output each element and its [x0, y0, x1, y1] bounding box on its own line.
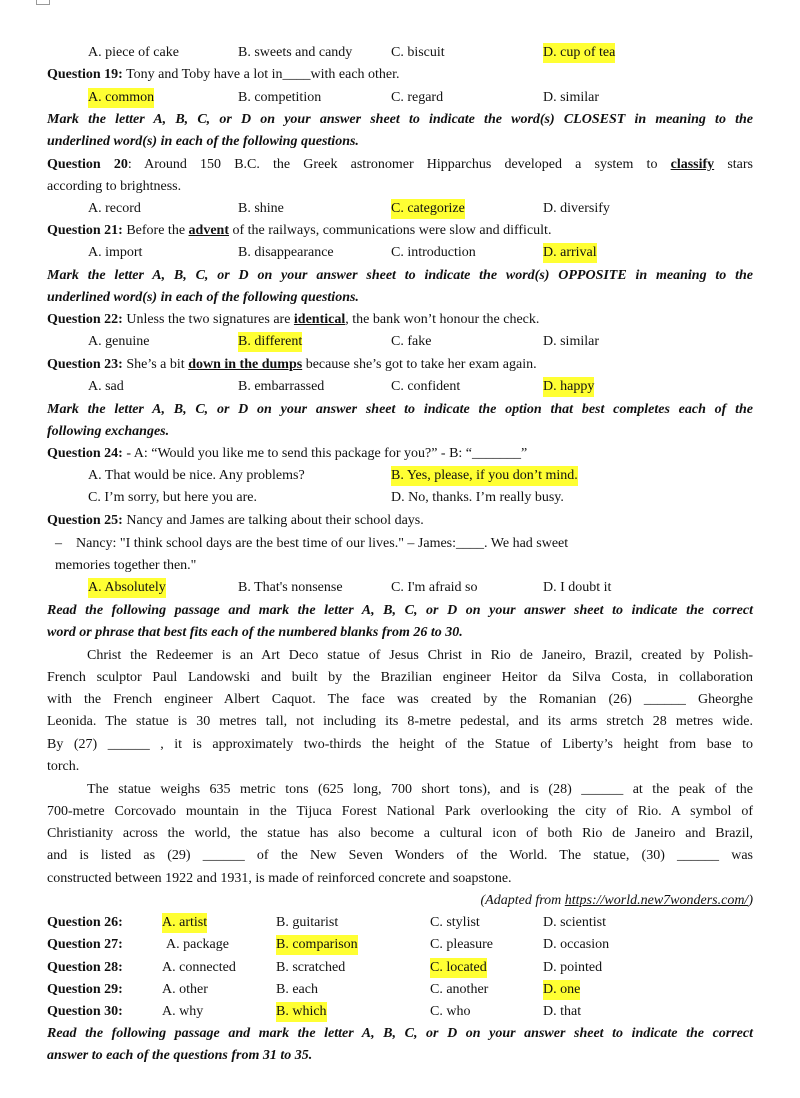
- q18-option-d-highlighted: D. cup of tea: [543, 43, 615, 63]
- question-23: [47, 355, 537, 375]
- question-21: [47, 221, 551, 241]
- passage-p1-line6: torch.: [47, 759, 80, 774]
- q25-option-c: C. I'm afraid so: [391, 580, 478, 595]
- q19-option-a-highlighted: A. common: [88, 88, 154, 108]
- passage-source: [481, 891, 753, 911]
- q30-option-d: D. that: [543, 1004, 582, 1019]
- q24-option-c: C. I’m sorry, but here you are.: [88, 490, 257, 505]
- q20-option-a: A. record: [88, 201, 141, 216]
- question-label: Question 25:: [47, 513, 123, 528]
- q18-option-a: A. piece of cake: [88, 45, 179, 60]
- q26-option-d: D. scientist: [543, 915, 606, 930]
- q27-option-b-highlighted: B. comparison: [276, 935, 358, 955]
- q25-option-b: B. That's nonsense: [238, 580, 343, 595]
- instruction-exchange-line2: following exchanges.: [47, 424, 170, 439]
- question-text: Tony and Toby have a lot in____with each other.: [122, 67, 400, 82]
- q18-option-b: B. sweets and candy: [238, 45, 353, 60]
- q21-option-d-highlighted: D. arrival: [543, 243, 597, 263]
- q20-option-c-highlighted: C. categorize: [391, 199, 465, 219]
- question-label: Question 23:: [47, 357, 123, 372]
- underlined-word: classify: [670, 157, 715, 172]
- passage-p1-line5: By (27) ______ , it is approximately two-thirds the height of the Statue of Liberty’s height from base to: [47, 737, 753, 752]
- passage-p2-line2: 700-metre Corcovado mountain in the Tijuca Forest National Park overlooking the city of Rio. A symbol of: [47, 804, 753, 819]
- q22-option-b-highlighted: B. different: [238, 332, 302, 352]
- underlined-word: down in the dumps: [188, 357, 303, 372]
- question-19: [47, 65, 400, 85]
- underlined-word: identical: [293, 312, 346, 327]
- q23-option-a: A. sad: [88, 379, 124, 394]
- question-label: Question 22:: [47, 312, 123, 327]
- q27-option-c: C. pleasure: [430, 937, 493, 952]
- question-label: Question 24:: [47, 446, 123, 461]
- question-text: Unless the two signatures are: [122, 312, 294, 327]
- question-text-end: because she’s got to take her exam again.: [302, 357, 537, 372]
- q22-option-d: D. similar: [543, 334, 599, 349]
- q21-option-c: C. introduction: [391, 245, 476, 260]
- q25-option-d: D. I doubt it: [543, 580, 612, 595]
- passage-p1-line4: Leonida. The statue is 30 metres tall, not including its 8-metre pedestal, and its arms stretch 28 metres wide.: [47, 714, 753, 729]
- question-label: Question 21:: [47, 223, 123, 238]
- q26-option-b: B. guitarist: [276, 915, 339, 930]
- q26-option-c: C. stylist: [430, 915, 480, 930]
- question-text: - A: “Would you like me to send this package for you?” - B: “_______”: [122, 446, 528, 461]
- question-22: [47, 310, 539, 330]
- instruction-final-line1: Read the following passage and mark the letter A, B, C, or D on your answer sheet to indicate the correct: [47, 1026, 753, 1041]
- q21-option-b: B. disappearance: [238, 245, 334, 260]
- q24-option-b-highlighted: B. Yes, please, if you don’t mind.: [391, 466, 578, 486]
- q26-label: Question 26:: [47, 915, 123, 930]
- q29-option-b: B. each: [276, 982, 318, 997]
- question-label: Question 20: [47, 157, 128, 172]
- q26-option-a-highlighted: A. artist: [162, 913, 207, 933]
- q19-option-b: B. competition: [238, 90, 322, 105]
- question-text: Nancy and James are talking about their school days.: [122, 513, 424, 528]
- instruction-final-line2: answer to each of the questions from 31 to 35.: [47, 1048, 313, 1063]
- q29-option-d-highlighted: D. one: [543, 980, 580, 1000]
- q19-option-d: D. similar: [543, 90, 599, 105]
- q27-option-d: D. occasion: [543, 937, 610, 952]
- q19-option-c: C. regard: [391, 90, 444, 105]
- question-25: [47, 511, 424, 531]
- question-20: [47, 155, 753, 175]
- q28-option-b: B. scratched: [276, 960, 346, 975]
- q30-option-a: A. why: [162, 1004, 204, 1019]
- passage-p2-line3: Christianity across the world, the statue has also become a cultural icon of both Rio de Janeiro and Brazil,: [47, 826, 753, 841]
- question-text: : Around 150 B.C. the Greek astronomer Hipparchus developed a system to: [127, 157, 671, 172]
- question-25-dialog-line1: – Nancy: "I think school days are the best time of our lives." – James:____. We had sweet: [55, 536, 569, 551]
- instruction-opposite-line2: underlined word(s) in each of the following questions.: [47, 290, 359, 305]
- passage-p1-line3: with the French engineer Albert Caquot. The face was created by the Romanian (26) ______ Gheorghe: [47, 692, 753, 707]
- instruction-passage-line1: Read the following passage and mark the letter A, B, C, or D on your answer sheet to indicate the correct: [47, 603, 753, 618]
- question-text: Before the: [122, 223, 189, 238]
- q20-option-b: B. shine: [238, 201, 284, 216]
- q21-option-a: A. import: [88, 245, 143, 260]
- q20-option-d: D. diversify: [543, 201, 610, 216]
- instruction-exchange-line1: Mark the letter A, B, C, or D on your answer sheet to indicate the option that best completes each of the: [47, 402, 753, 417]
- question-24: [47, 444, 527, 464]
- q28-option-d: D. pointed: [543, 960, 603, 975]
- page-corner-mark: [36, 0, 50, 5]
- source-link[interactable]: https://world.new7wonders.com/: [564, 893, 749, 908]
- q22-option-a: A. genuine: [88, 334, 150, 349]
- question-label: Question 19:: [47, 67, 123, 82]
- source-suffix: ): [748, 893, 753, 908]
- q29-option-a: A. other: [162, 982, 208, 997]
- underlined-word: advent: [188, 223, 229, 238]
- q22-option-c: C. fake: [391, 334, 432, 349]
- question-25-dialog-line2: memories together then.": [55, 558, 197, 573]
- q30-option-c: C. who: [430, 1004, 471, 1019]
- passage-p2-line4: and is listed as (29) ______ of the New Seven Wonders of the World. The statue, (30) ______ was: [47, 848, 753, 863]
- q23-option-c: C. confident: [391, 379, 461, 394]
- question-text: She’s a bit: [122, 357, 189, 372]
- q24-option-d: D. No, thanks. I’m really busy.: [391, 490, 564, 505]
- q30-label: Question 30:: [47, 1004, 123, 1019]
- q28-option-a: A. connected: [162, 960, 236, 975]
- q29-label: Question 29:: [47, 982, 123, 997]
- question-text-end: , the bank won’t honour the check.: [345, 312, 540, 327]
- q28-label: Question 28:: [47, 960, 123, 975]
- passage-p2-line5: constructed between 1922 and 1931, is made of reinforced concrete and soapstone.: [47, 871, 512, 886]
- q27-label: Question 27:: [47, 937, 123, 952]
- instruction-closest-line1: Mark the letter A, B, C, or D on your answer sheet to indicate the word(s) CLOSEST in meaning to the: [47, 112, 753, 127]
- passage-p1-line2: French sculptor Paul Landowski and built by the Brazilian engineer Heitor da Silva Costa, in collaboration: [47, 670, 753, 685]
- q23-option-d-highlighted: D. happy: [543, 377, 594, 397]
- passage-p1-line1: Christ the Redeemer is an Art Deco statue of Jesus Christ in Rio de Janeiro, Brazil, created by Polish-: [87, 648, 753, 663]
- passage-p2-line1: The statue weighs 635 metric tons (625 long, 700 short tons), and is (28) ______ at the peak of the: [87, 782, 753, 797]
- instruction-closest-line2: underlined word(s) in each of the following questions.: [47, 134, 359, 149]
- question-text-end: of the railways, communications were slow and difficult.: [229, 223, 552, 238]
- instruction-passage-line2: word or phrase that best fits each of the numbered blanks from 26 to 30.: [47, 625, 463, 640]
- q24-option-a: A. That would be nice. Any problems?: [88, 468, 305, 483]
- q25-option-a-highlighted: A. Absolutely: [88, 578, 166, 598]
- source-prefix: (Adapted from: [480, 893, 565, 908]
- q29-option-c: C. another: [430, 982, 489, 997]
- q18-option-c: C. biscuit: [391, 45, 445, 60]
- q30-option-b-highlighted: B. which: [276, 1002, 327, 1022]
- instruction-opposite-line1: Mark the letter A, B, C, or D on your answer sheet to indicate the word(s) OPPOSITE in meaning to the: [47, 268, 753, 283]
- question-20-line2: according to brightness.: [47, 179, 182, 194]
- q27-option-a: A. package: [166, 937, 229, 952]
- q23-option-b: B. embarrassed: [238, 379, 325, 394]
- q28-option-c-highlighted: C. located: [430, 958, 487, 978]
- question-text-end: stars: [714, 157, 753, 172]
